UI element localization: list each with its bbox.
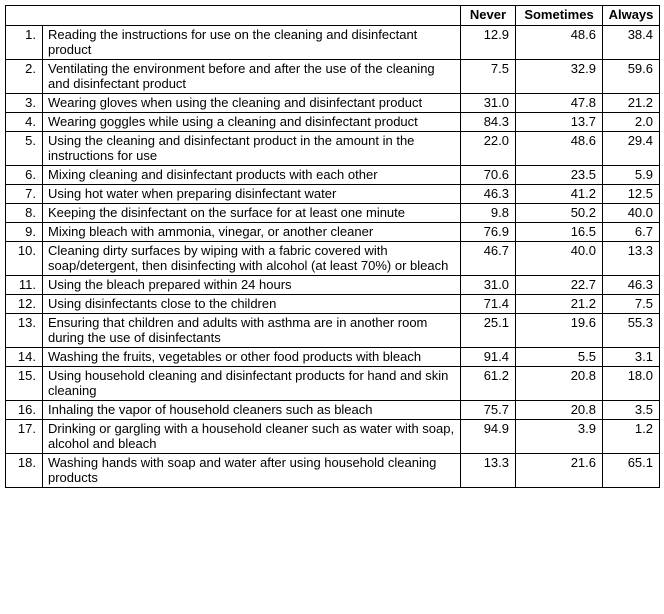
table-row — [6, 276, 660, 295]
row-never-value: 9.8 — [461, 204, 516, 223]
row-sometimes-value: 47.8 — [516, 94, 603, 113]
row-always-value: 21.2 — [603, 94, 660, 113]
row-always-value: 38.4 — [603, 26, 660, 60]
row-number: 11. — [6, 276, 43, 295]
row-never-value: 46.3 — [461, 185, 516, 204]
row-item-text: Washing the fruits, vegetables or other food products with bleach — [43, 348, 461, 367]
table-row — [6, 204, 660, 223]
row-sometimes-value: 16.5 — [516, 223, 603, 242]
row-item-text: Using the bleach prepared within 24 hours — [43, 276, 461, 295]
row-sometimes-value: 20.8 — [516, 367, 603, 401]
row-sometimes-value: 13.7 — [516, 113, 603, 132]
row-item-text: Inhaling the vapor of household cleaners such as bleach — [43, 401, 461, 420]
row-item-text: Washing hands with soap and water after using household cleaning products — [43, 454, 461, 488]
table-row — [6, 420, 660, 454]
table-row — [6, 242, 660, 276]
row-always-value: 29.4 — [603, 132, 660, 166]
row-always-value: 3.1 — [603, 348, 660, 367]
table-row — [6, 348, 660, 367]
row-item-text: Mixing cleaning and disinfectant products with each other — [43, 166, 461, 185]
row-always-value: 65.1 — [603, 454, 660, 488]
row-always-value: 13.3 — [603, 242, 660, 276]
table-row — [6, 314, 660, 348]
row-number: 14. — [6, 348, 43, 367]
row-always-value: 1.2 — [603, 420, 660, 454]
header-row — [6, 6, 660, 26]
table-row — [6, 94, 660, 113]
table-row — [6, 132, 660, 166]
table-row — [6, 166, 660, 185]
row-never-value: 31.0 — [461, 94, 516, 113]
row-never-value: 13.3 — [461, 454, 516, 488]
row-sometimes-value: 32.9 — [516, 60, 603, 94]
row-number: 13. — [6, 314, 43, 348]
row-sometimes-value: 20.8 — [516, 401, 603, 420]
row-sometimes-value: 3.9 — [516, 420, 603, 454]
row-always-value: 46.3 — [603, 276, 660, 295]
table-row — [6, 454, 660, 488]
row-number: 16. — [6, 401, 43, 420]
row-item-text: Using household cleaning and disinfectant products for hand and skin cleaning — [43, 367, 461, 401]
row-never-value: 71.4 — [461, 295, 516, 314]
row-always-value: 59.6 — [603, 60, 660, 94]
row-always-value: 6.7 — [603, 223, 660, 242]
row-number: 4. — [6, 113, 43, 132]
row-item-text: Ensuring that children and adults with asthma are in another room during the use of disinfectants — [43, 314, 461, 348]
row-always-value: 12.5 — [603, 185, 660, 204]
table-row — [6, 401, 660, 420]
row-never-value: 91.4 — [461, 348, 516, 367]
row-never-value: 76.9 — [461, 223, 516, 242]
row-sometimes-value: 22.7 — [516, 276, 603, 295]
row-number: 6. — [6, 166, 43, 185]
row-item-text: Wearing gloves when using the cleaning and disinfectant product — [43, 94, 461, 113]
row-never-value: 7.5 — [461, 60, 516, 94]
row-sometimes-value: 5.5 — [516, 348, 603, 367]
row-item-text: Cleaning dirty surfaces by wiping with a fabric covered with soap/detergent, then disinfecting with alcohol (at least 70%) or bleach — [43, 242, 461, 276]
row-sometimes-value: 48.6 — [516, 132, 603, 166]
row-sometimes-value: 23.5 — [516, 166, 603, 185]
row-number: 10. — [6, 242, 43, 276]
table-row — [6, 26, 660, 60]
row-item-text: Mixing bleach with ammonia, vinegar, or another cleaner — [43, 223, 461, 242]
table-row — [6, 223, 660, 242]
row-item-text: Keeping the disinfectant on the surface for at least one minute — [43, 204, 461, 223]
row-never-value: 22.0 — [461, 132, 516, 166]
row-never-value: 61.2 — [461, 367, 516, 401]
row-always-value: 40.0 — [603, 204, 660, 223]
row-number: 18. — [6, 454, 43, 488]
row-never-value: 70.6 — [461, 166, 516, 185]
row-number: 12. — [6, 295, 43, 314]
row-sometimes-value: 50.2 — [516, 204, 603, 223]
row-always-value: 55.3 — [603, 314, 660, 348]
row-never-value: 46.7 — [461, 242, 516, 276]
row-sometimes-value: 48.6 — [516, 26, 603, 60]
row-never-value: 75.7 — [461, 401, 516, 420]
row-always-value: 5.9 — [603, 166, 660, 185]
row-number: 8. — [6, 204, 43, 223]
row-number: 5. — [6, 132, 43, 166]
row-number: 17. — [6, 420, 43, 454]
table-row — [6, 60, 660, 94]
header-always: Always — [603, 6, 660, 26]
row-never-value: 31.0 — [461, 276, 516, 295]
row-item-text: Using hot water when preparing disinfectant water — [43, 185, 461, 204]
survey-table — [5, 5, 660, 488]
row-always-value: 2.0 — [603, 113, 660, 132]
row-never-value: 94.9 — [461, 420, 516, 454]
table-row — [6, 185, 660, 204]
row-sometimes-value: 19.6 — [516, 314, 603, 348]
row-item-text: Wearing goggles while using a cleaning and disinfectant product — [43, 113, 461, 132]
row-sometimes-value: 40.0 — [516, 242, 603, 276]
row-never-value: 25.1 — [461, 314, 516, 348]
row-never-value: 84.3 — [461, 113, 516, 132]
table-body — [6, 26, 660, 488]
row-number: 1. — [6, 26, 43, 60]
header-blank — [6, 6, 461, 26]
row-always-value: 18.0 — [603, 367, 660, 401]
row-item-text: Using the cleaning and disinfectant product in the amount in the instructions for use — [43, 132, 461, 166]
row-sometimes-value: 21.6 — [516, 454, 603, 488]
row-sometimes-value: 21.2 — [516, 295, 603, 314]
row-number: 2. — [6, 60, 43, 94]
row-number: 15. — [6, 367, 43, 401]
header-never: Never — [461, 6, 516, 26]
table-row — [6, 367, 660, 401]
row-number: 9. — [6, 223, 43, 242]
row-item-text: Using disinfectants close to the children — [43, 295, 461, 314]
row-never-value: 12.9 — [461, 26, 516, 60]
row-always-value: 7.5 — [603, 295, 660, 314]
row-item-text: Ventilating the environment before and after the use of the cleaning and disinfectant product — [43, 60, 461, 94]
row-sometimes-value: 41.2 — [516, 185, 603, 204]
table-row — [6, 113, 660, 132]
table-row — [6, 295, 660, 314]
row-always-value: 3.5 — [603, 401, 660, 420]
header-sometimes: Sometimes — [516, 6, 603, 26]
row-number: 3. — [6, 94, 43, 113]
row-item-text: Reading the instructions for use on the cleaning and disinfectant product — [43, 26, 461, 60]
row-item-text: Drinking or gargling with a household cleaner such as water with soap, alcohol and bleach — [43, 420, 461, 454]
row-number: 7. — [6, 185, 43, 204]
